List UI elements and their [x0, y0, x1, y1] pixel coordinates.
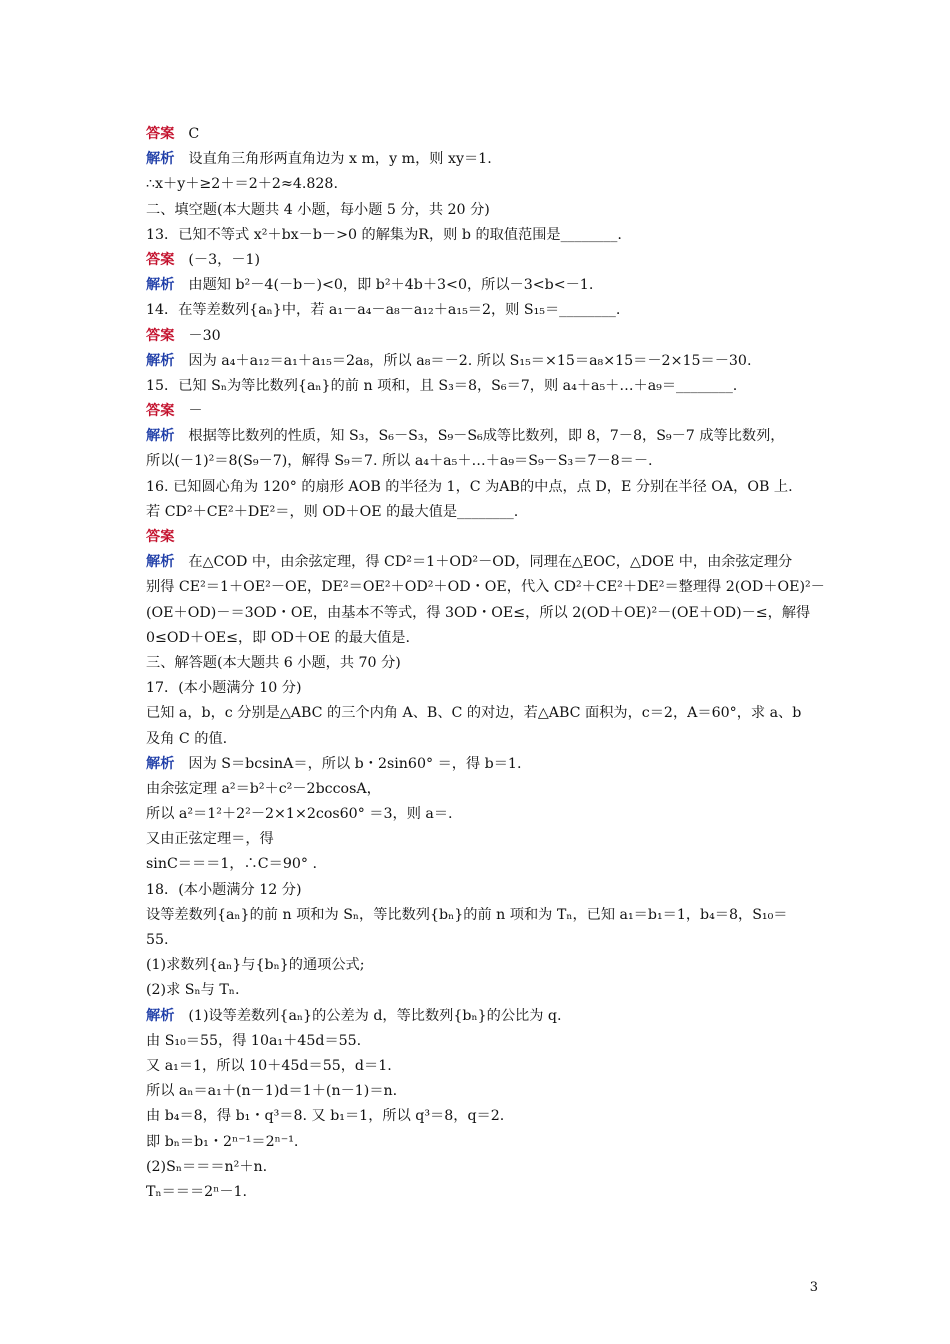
- line-text: 设直角三角形两直角边为 x m，y m，则 xy＝1.: [188, 151, 492, 168]
- line-text: 所以 aₙ＝a₁＋(n－1)d＝1＋(n－1)＝n.: [146, 1083, 398, 1100]
- text-line: [146, 928, 836, 953]
- analysis-label: 解析: [146, 755, 175, 772]
- text-line: [146, 651, 836, 676]
- analysis-label: 解析: [146, 151, 175, 168]
- text-line: [146, 727, 836, 752]
- line-text: 若 CD²＋CE²＋DE²＝，则 OD＋OE 的最大值是________.: [146, 503, 519, 520]
- text-line: [146, 500, 836, 525]
- text-line: [146, 449, 836, 474]
- analysis-label: 解析: [146, 428, 175, 445]
- analysis-label: 解析: [146, 277, 175, 294]
- line-text: (2)求 Sₙ与 Tₙ.: [146, 982, 240, 999]
- text-line: [146, 601, 836, 626]
- line-text: Tₙ＝＝＝2ⁿ－1.: [146, 1183, 248, 1200]
- answer-label: 答案: [146, 251, 175, 268]
- line-text: 15．已知 Sₙ为等比数列{aₙ}的前 n 项和，且 S₃＝8，S₆＝7，则 a₄＋a₅＋…＋a₉＝________.: [146, 377, 738, 394]
- page-number: 3: [809, 1280, 818, 1295]
- line-text: 即 bₙ＝b₁・2ⁿ⁻¹＝2ⁿ⁻¹.: [146, 1133, 299, 1150]
- line-text: 13．已知不等式 x²＋bx－b－>0 的解集为R，则 b 的取值范围是________.: [146, 226, 622, 243]
- line-text: －30: [188, 327, 221, 344]
- line-text: 0≤OD＋OE≤，即 OD＋OE 的最大值是.: [146, 629, 411, 646]
- text-line: [146, 223, 836, 248]
- text-line: [146, 777, 836, 802]
- line-text: (OE＋OD)－＝3OD・OE，由基本不等式，得 3OD・OE≤，所以 2(OD＋OE)²－(OE＋OD)－≤，解得: [146, 604, 811, 621]
- text-line: [146, 122, 836, 147]
- text-line: [146, 324, 836, 349]
- line-text: 及角 C 的值.: [146, 730, 228, 747]
- line-text: 16. 已知圆心角为 120° 的扇形 AOB 的半径为 1，C 为AB的中点，点 D，E 分别在半径 OA，OB 上.: [146, 478, 793, 495]
- analysis-label: 解析: [146, 1007, 175, 1024]
- text-line: [146, 676, 836, 701]
- text-line: [146, 1180, 836, 1205]
- text-line: [146, 349, 836, 374]
- line-text: 由 S₁₀＝55，得 10a₁＋45d＝55.: [146, 1032, 362, 1049]
- line-text: 18．(本小题满分 12 分): [146, 881, 302, 898]
- text-line: [146, 475, 836, 500]
- text-line: [146, 1004, 836, 1029]
- line-text: sinC＝＝＝1，∴C＝90° .: [146, 856, 317, 873]
- text-line: [146, 802, 836, 827]
- line-text: 17．(本小题满分 10 分): [146, 680, 302, 697]
- line-text: 因为 S＝bcsinA＝，所以 b・2sin60° ＝，得 b＝1.: [188, 755, 522, 772]
- answer-label: 答案: [146, 403, 175, 420]
- line-text: 二、填空题(本大题共 4 小题，每小题 5 分，共 20 分): [146, 201, 490, 218]
- line-text: ∴x＋y＋≥2＋＝2＋2≈4.828.: [146, 176, 338, 193]
- text-line: [146, 978, 836, 1003]
- text-line: [146, 198, 836, 223]
- line-text: 根据等比数列的性质，知 S₃，S₆－S₃，S₉－S₆成等比数列，即 8，7－8，S₉－7 成等比数列，: [188, 428, 785, 445]
- line-text: 设等差数列{aₙ}的前 n 项和为 Sₙ，等比数列{bₙ}的前 n 项和为 Tₙ，已知 a₁＝b₁＝1，b₄＝8，S₁₀＝: [146, 906, 788, 923]
- analysis-label: 解析: [146, 554, 175, 571]
- text-line: [146, 1130, 836, 1155]
- line-text: (1)设等差数列{aₙ}的公差为 d，等比数列{bₙ}的公比为 q.: [188, 1007, 562, 1024]
- line-text: －: [188, 403, 203, 420]
- text-line: [146, 752, 836, 777]
- line-text: 由 b₄＝8，得 b₁・q³＝8. 又 b₁＝1，所以 q³＝8，q＝2.: [146, 1108, 505, 1125]
- text-line: [146, 1054, 836, 1079]
- answer-label: 答案: [146, 327, 175, 344]
- text-line: [146, 827, 836, 852]
- line-text: 已知 a，b，c 分别是△ABC 的三个内角 A、B、C 的对边，若△ABC 面积为，c＝2，A＝60°，求 a、b: [146, 705, 802, 722]
- text-line: [146, 878, 836, 903]
- line-text: 所以 a²＝1²＋2²－2×1×2cos60° ＝3，则 a＝.: [146, 806, 453, 823]
- text-line: [146, 147, 836, 172]
- line-text: 由题知 b²－4(－b－)<0，即 b²＋4b＋3<0，所以－3<b<－1.: [188, 277, 594, 294]
- line-text: 14．在等差数列{aₙ}中，若 a₁－a₄－a₈－a₁₂＋a₁₅＝2，则 S₁₅＝________.: [146, 302, 621, 319]
- line-text: 别得 CE²＝1＋OE²－OE，DE²＝OE²＋OD²＋OD・OE，代入 CD²＋CE²＋DE²＝整理得 2(OD＋OE)²－: [146, 579, 825, 596]
- text-line: [146, 298, 836, 323]
- text-line: [146, 953, 836, 978]
- answer-label: 答案: [146, 126, 175, 142]
- text-line: [146, 626, 836, 651]
- text-line: [146, 1079, 836, 1104]
- text-line: [146, 550, 836, 575]
- line-text: (2)Sₙ＝＝＝n²＋n.: [146, 1158, 268, 1175]
- text-line: [146, 575, 836, 600]
- text-line: [146, 424, 836, 449]
- line-text: (1)求数列{aₙ}与{bₙ}的通项公式;: [146, 957, 365, 974]
- text-line: [146, 852, 836, 877]
- text-line: [146, 701, 836, 726]
- text-line: [146, 399, 836, 424]
- line-text: 由余弦定理 a²＝b²＋c²－2bccosA，: [146, 780, 381, 797]
- text-line: [146, 1029, 836, 1054]
- text-line: [146, 273, 836, 298]
- text-line: [146, 374, 836, 399]
- line-text: C: [188, 126, 200, 142]
- line-text: (－3，－1): [188, 251, 261, 268]
- line-text: 因为 a₄＋a₁₂＝a₁＋a₁₅＝2a₈，所以 a₈＝－2. 所以 S₁₅＝×15＝a₈×15＝－2×15＝－30.: [188, 352, 752, 369]
- text-line: [146, 248, 836, 273]
- text-line: [146, 1155, 836, 1180]
- document-body: [146, 122, 836, 1205]
- text-line: [146, 525, 836, 550]
- text-line: [146, 903, 836, 928]
- line-text: 在△COD 中，由余弦定理，得 CD²＝1＋OD²－OD，同理在△EOC，△DOE 中，由余弦定理分: [188, 554, 793, 571]
- line-text: 又由正弦定理＝，得: [146, 831, 274, 848]
- analysis-label: 解析: [146, 352, 175, 369]
- text-line: [146, 172, 836, 197]
- line-text: 所以(－1)²＝8(S₉－7)，解得 S₉＝7. 所以 a₄＋a₅＋…＋a₉＝S₉－S₃＝7－8＝－.: [146, 453, 653, 470]
- line-text: 55.: [146, 932, 169, 948]
- text-line: [146, 1104, 836, 1129]
- answer-label: 答案: [146, 529, 175, 545]
- line-text: 又 a₁＝1，所以 10＋45d＝55，d＝1.: [146, 1057, 392, 1074]
- line-text: 三、解答题(本大题共 6 小题，共 70 分): [146, 654, 401, 671]
